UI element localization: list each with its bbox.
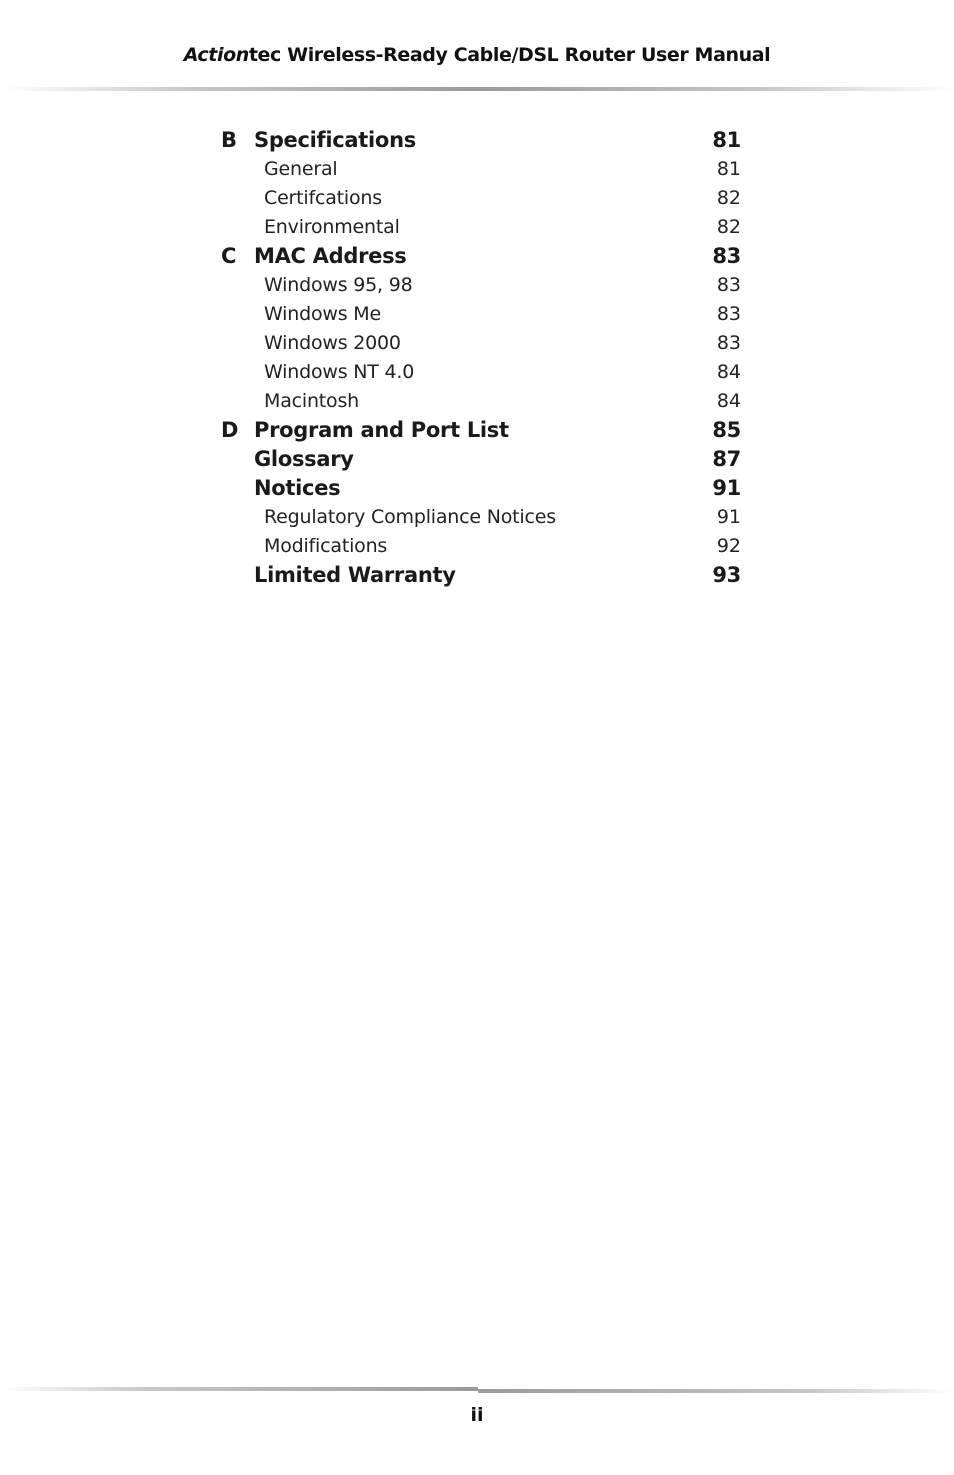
toc-entry[interactable]: [0, 300, 954, 329]
toc-entry-title: Regulatory Compliance Notices: [264, 506, 556, 528]
brand-name-suffix: tec: [248, 44, 281, 66]
toc-entry-page: 83: [716, 274, 741, 296]
toc-entry[interactable]: [0, 445, 954, 474]
toc-entry[interactable]: [0, 387, 954, 416]
header-divider: [0, 87, 954, 91]
toc-entry-page: 84: [716, 361, 741, 383]
toc-entry-title: Limited Warranty: [254, 563, 456, 587]
toc-entry-page: 81: [712, 128, 741, 152]
toc-entry[interactable]: [0, 503, 954, 532]
toc-entry-page: 82: [716, 216, 741, 238]
toc-entry-title: Macintosh: [264, 390, 360, 412]
toc-appendix-letter: D: [221, 418, 239, 442]
toc-entry-page: 81: [716, 158, 741, 180]
toc-entry[interactable]: [0, 358, 954, 387]
toc-entry[interactable]: [0, 213, 954, 242]
toc-entry[interactable]: [0, 184, 954, 213]
toc-entry[interactable]: [0, 416, 954, 445]
footer-divider-right: [478, 1389, 954, 1393]
toc-entry-page: 84: [716, 390, 741, 412]
toc-entry-page: 87: [712, 447, 741, 471]
toc-entry[interactable]: [0, 155, 954, 184]
toc-entry-title: Windows NT 4.0: [264, 361, 415, 383]
toc-entry-page: 83: [716, 332, 741, 354]
toc-entry-page: 91: [716, 506, 741, 528]
toc-entry-title: Program and Port List: [254, 418, 509, 442]
toc-entry-title: Environmental: [264, 216, 400, 238]
toc-entry[interactable]: [0, 532, 954, 561]
toc-appendix-letter: B: [221, 128, 238, 152]
footer-divider-left: [0, 1387, 478, 1391]
manual-title: Wireless-Ready Cable/DSL Router User Manual: [280, 44, 771, 66]
toc-entry[interactable]: [0, 561, 954, 590]
toc-entry-title: Certifcations: [264, 187, 382, 209]
toc-entry[interactable]: [0, 329, 954, 358]
toc-entry[interactable]: [0, 474, 954, 503]
toc-entry-page: 93: [712, 563, 741, 587]
toc-entry[interactable]: [0, 271, 954, 300]
toc-entry-page: 82: [716, 187, 741, 209]
toc-entry[interactable]: [0, 126, 954, 155]
page-number: ii: [470, 1404, 484, 1426]
toc-entry-page: 85: [712, 418, 741, 442]
document-header-title: [0, 44, 954, 66]
toc-entry-title: Glossary: [254, 447, 354, 471]
toc-entry-title: Modifications: [264, 535, 388, 557]
toc-entry-page: 83: [712, 244, 741, 268]
toc-entry-page: 92: [716, 535, 741, 557]
table-of-contents: [0, 126, 954, 590]
toc-entry-page: 91: [712, 476, 741, 500]
toc-entry[interactable]: [0, 242, 954, 271]
toc-entry-title: Notices: [254, 476, 341, 500]
brand-name-italic: Action: [183, 44, 249, 66]
toc-entry-title: Windows Me: [264, 303, 381, 325]
toc-entry-title: Specifications: [254, 128, 416, 152]
toc-entry-page: 83: [716, 303, 741, 325]
toc-entry-title: MAC Address: [254, 244, 407, 268]
toc-entry-title: General: [264, 158, 338, 180]
toc-appendix-letter: C: [221, 244, 237, 268]
toc-entry-title: Windows 95, 98: [264, 274, 413, 296]
toc-entry-title: Windows 2000: [264, 332, 401, 354]
